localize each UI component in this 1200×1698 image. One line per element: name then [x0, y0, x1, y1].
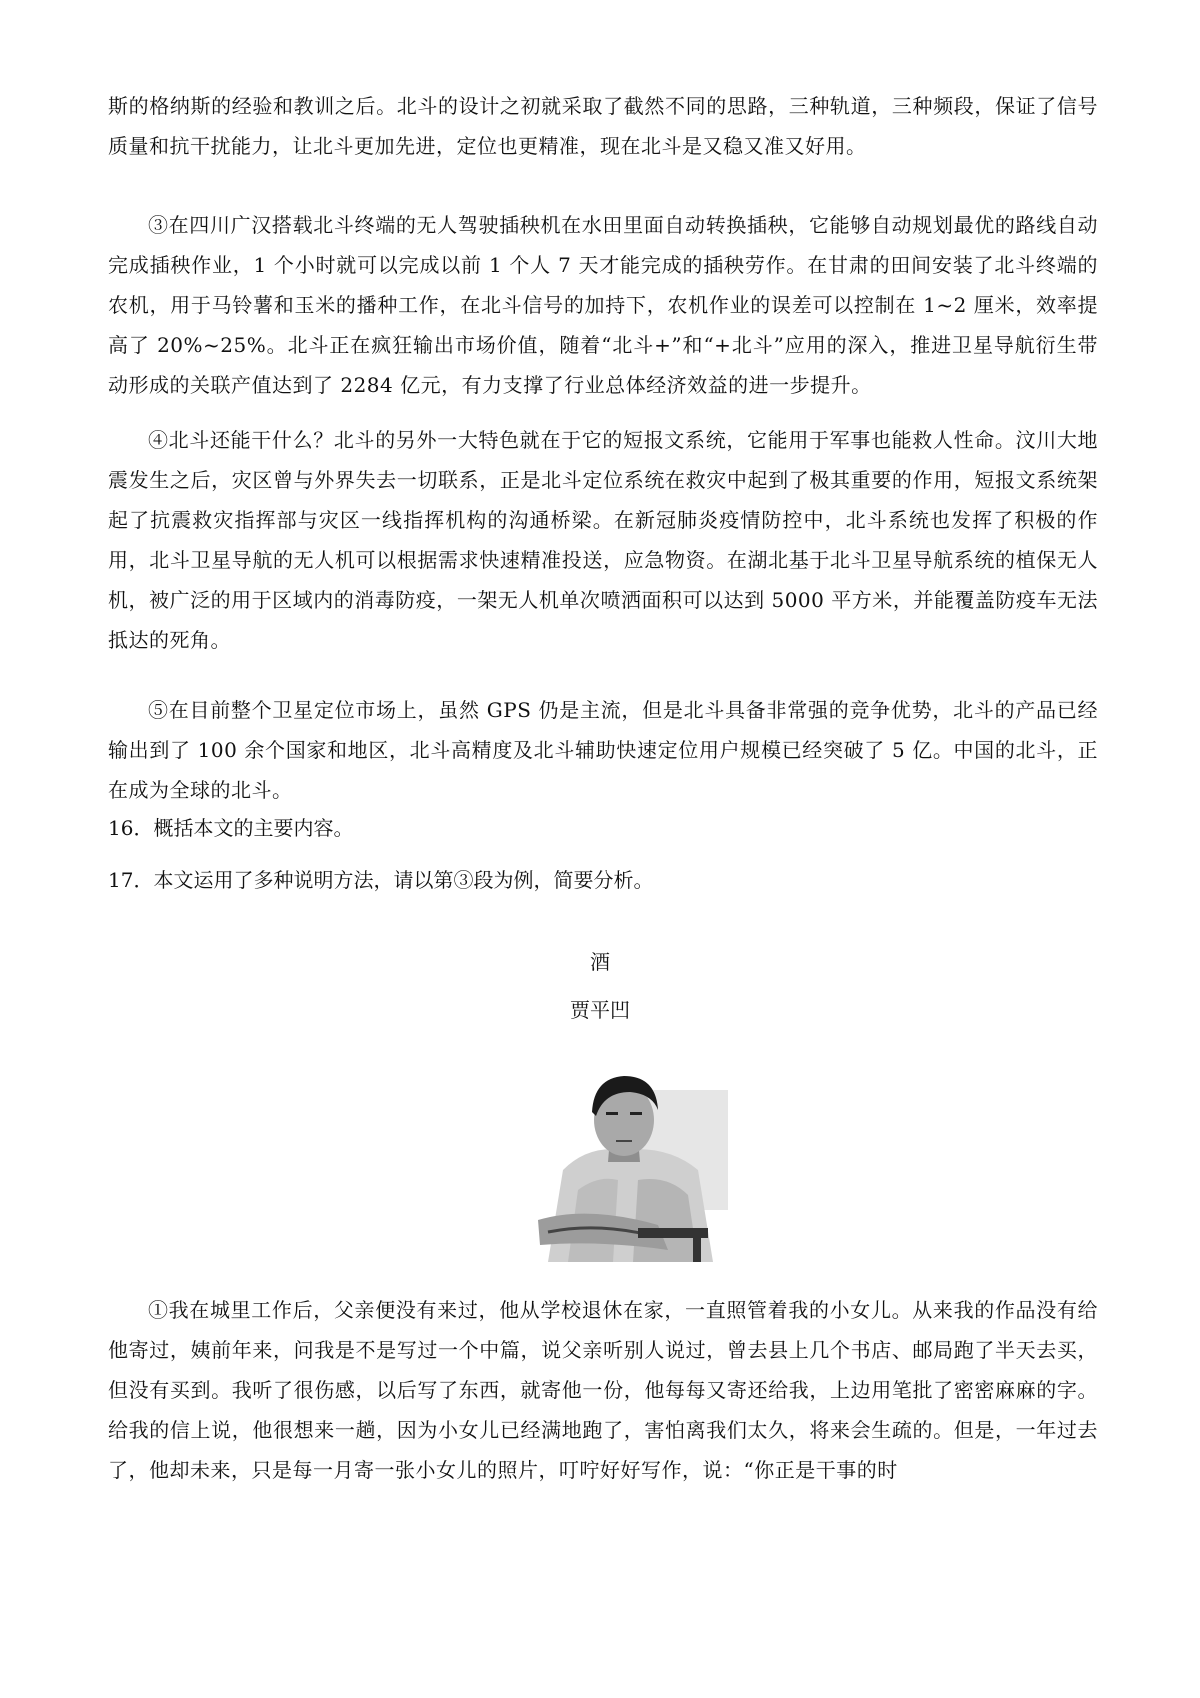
article1-paragraph-intro: 斯的格纳斯的经验和教训之后。北斗的设计之初就采取了截然不同的思路，三种轨道，三种频段，保证了信号质量和抗干扰能力，让北斗更加先进，定位也更精准，现在北斗是又稳又准又好用。	[108, 94, 1098, 158]
question-16: 16．概括本文的主要内容。	[108, 816, 354, 840]
author-portrait-photo	[518, 1050, 730, 1262]
article1-paragraph-5: ⑤在目前整个卫星定位市场上，虽然 GPS 仍是主流，但是北斗具备非常强的竞争优势，北斗的产品已经输出到了 100 余个国家和地区，北斗高精度及北斗辅助快速定位用户规模已经突破了 5 亿。中国的北斗，正在成为全球的北斗。	[108, 698, 1098, 802]
article1-paragraph-4: ④北斗还能干什么？北斗的另外一大特色就在于它的短报文系统，它能用于军事也能救人性命。汶川大地震发生之后，灾区曾与外界失去一切联系，正是北斗定位系统在救灾中起到了极其重要的作用，短报文系统架起了抗震救灾指挥部与灾区一线指挥机构的沟通桥梁。在新冠肺炎疫情防控中，北斗系统也发挥了积极的作用，北斗卫星导航的无人机可以根据需求快速精准投送，应急物资。在湖北基于北斗卫星导航系统的植保无人机，被广泛的用于区域内的消毒防疫，一架无人机单次喷洒面积可以达到 5000 平方米，并能覆盖防疫车无法抵达的死角。	[108, 428, 1098, 652]
article1-paragraph-3: ③在四川广汉搭载北斗终端的无人驾驶插秧机在水田里面自动转换插秧，它能够自动规划最优的路线自动完成插秧作业，1 个小时就可以完成以前 1 个人 7 天才能完成的插秧劳作。在甘肃的田间安装了北斗终端的农机，用于马铃薯和玉米的播种工作，在北斗信号的加持下，农机作业的误差可以控制在 1~2 厘米，效率提高了 20%~25%。北斗正在疯狂输出市场价值，随着“北斗+”和“+北斗”应用的深入，推进卫星导航衍生带动形成的关联产值达到了 2284 亿元，有力支撑了行业总体经济效益的进一步提升。	[108, 213, 1098, 397]
article2-paragraph-1: ①我在城里工作后，父亲便没有来过，他从学校退休在家，一直照管着我的小女儿。从来我的作品没有给他寄过，姨前年来，问我是不是写过一个中篇，说父亲听别人说过，曾去县上几个书店、邮局跑了半天去买，但没有买到。我听了很伤感，以后写了东西，就寄他一份，他每每又寄还给我，上边用笔批了密密麻麻的字。给我的信上说，他很想来一趟，因为小女儿已经满地跑了，害怕离我们太久，将来会生疏的。但是，一年过去了，他却未来，只是每一月寄一张小女儿的照片，叮咛好好写作，说：“你正是干事的时	[108, 1298, 1098, 1482]
question-17: 17．本文运用了多种说明方法，请以第③段为例，简要分析。	[108, 868, 654, 892]
article2-author: 贾平凹	[570, 998, 630, 1022]
article2-title: 酒	[590, 950, 610, 974]
